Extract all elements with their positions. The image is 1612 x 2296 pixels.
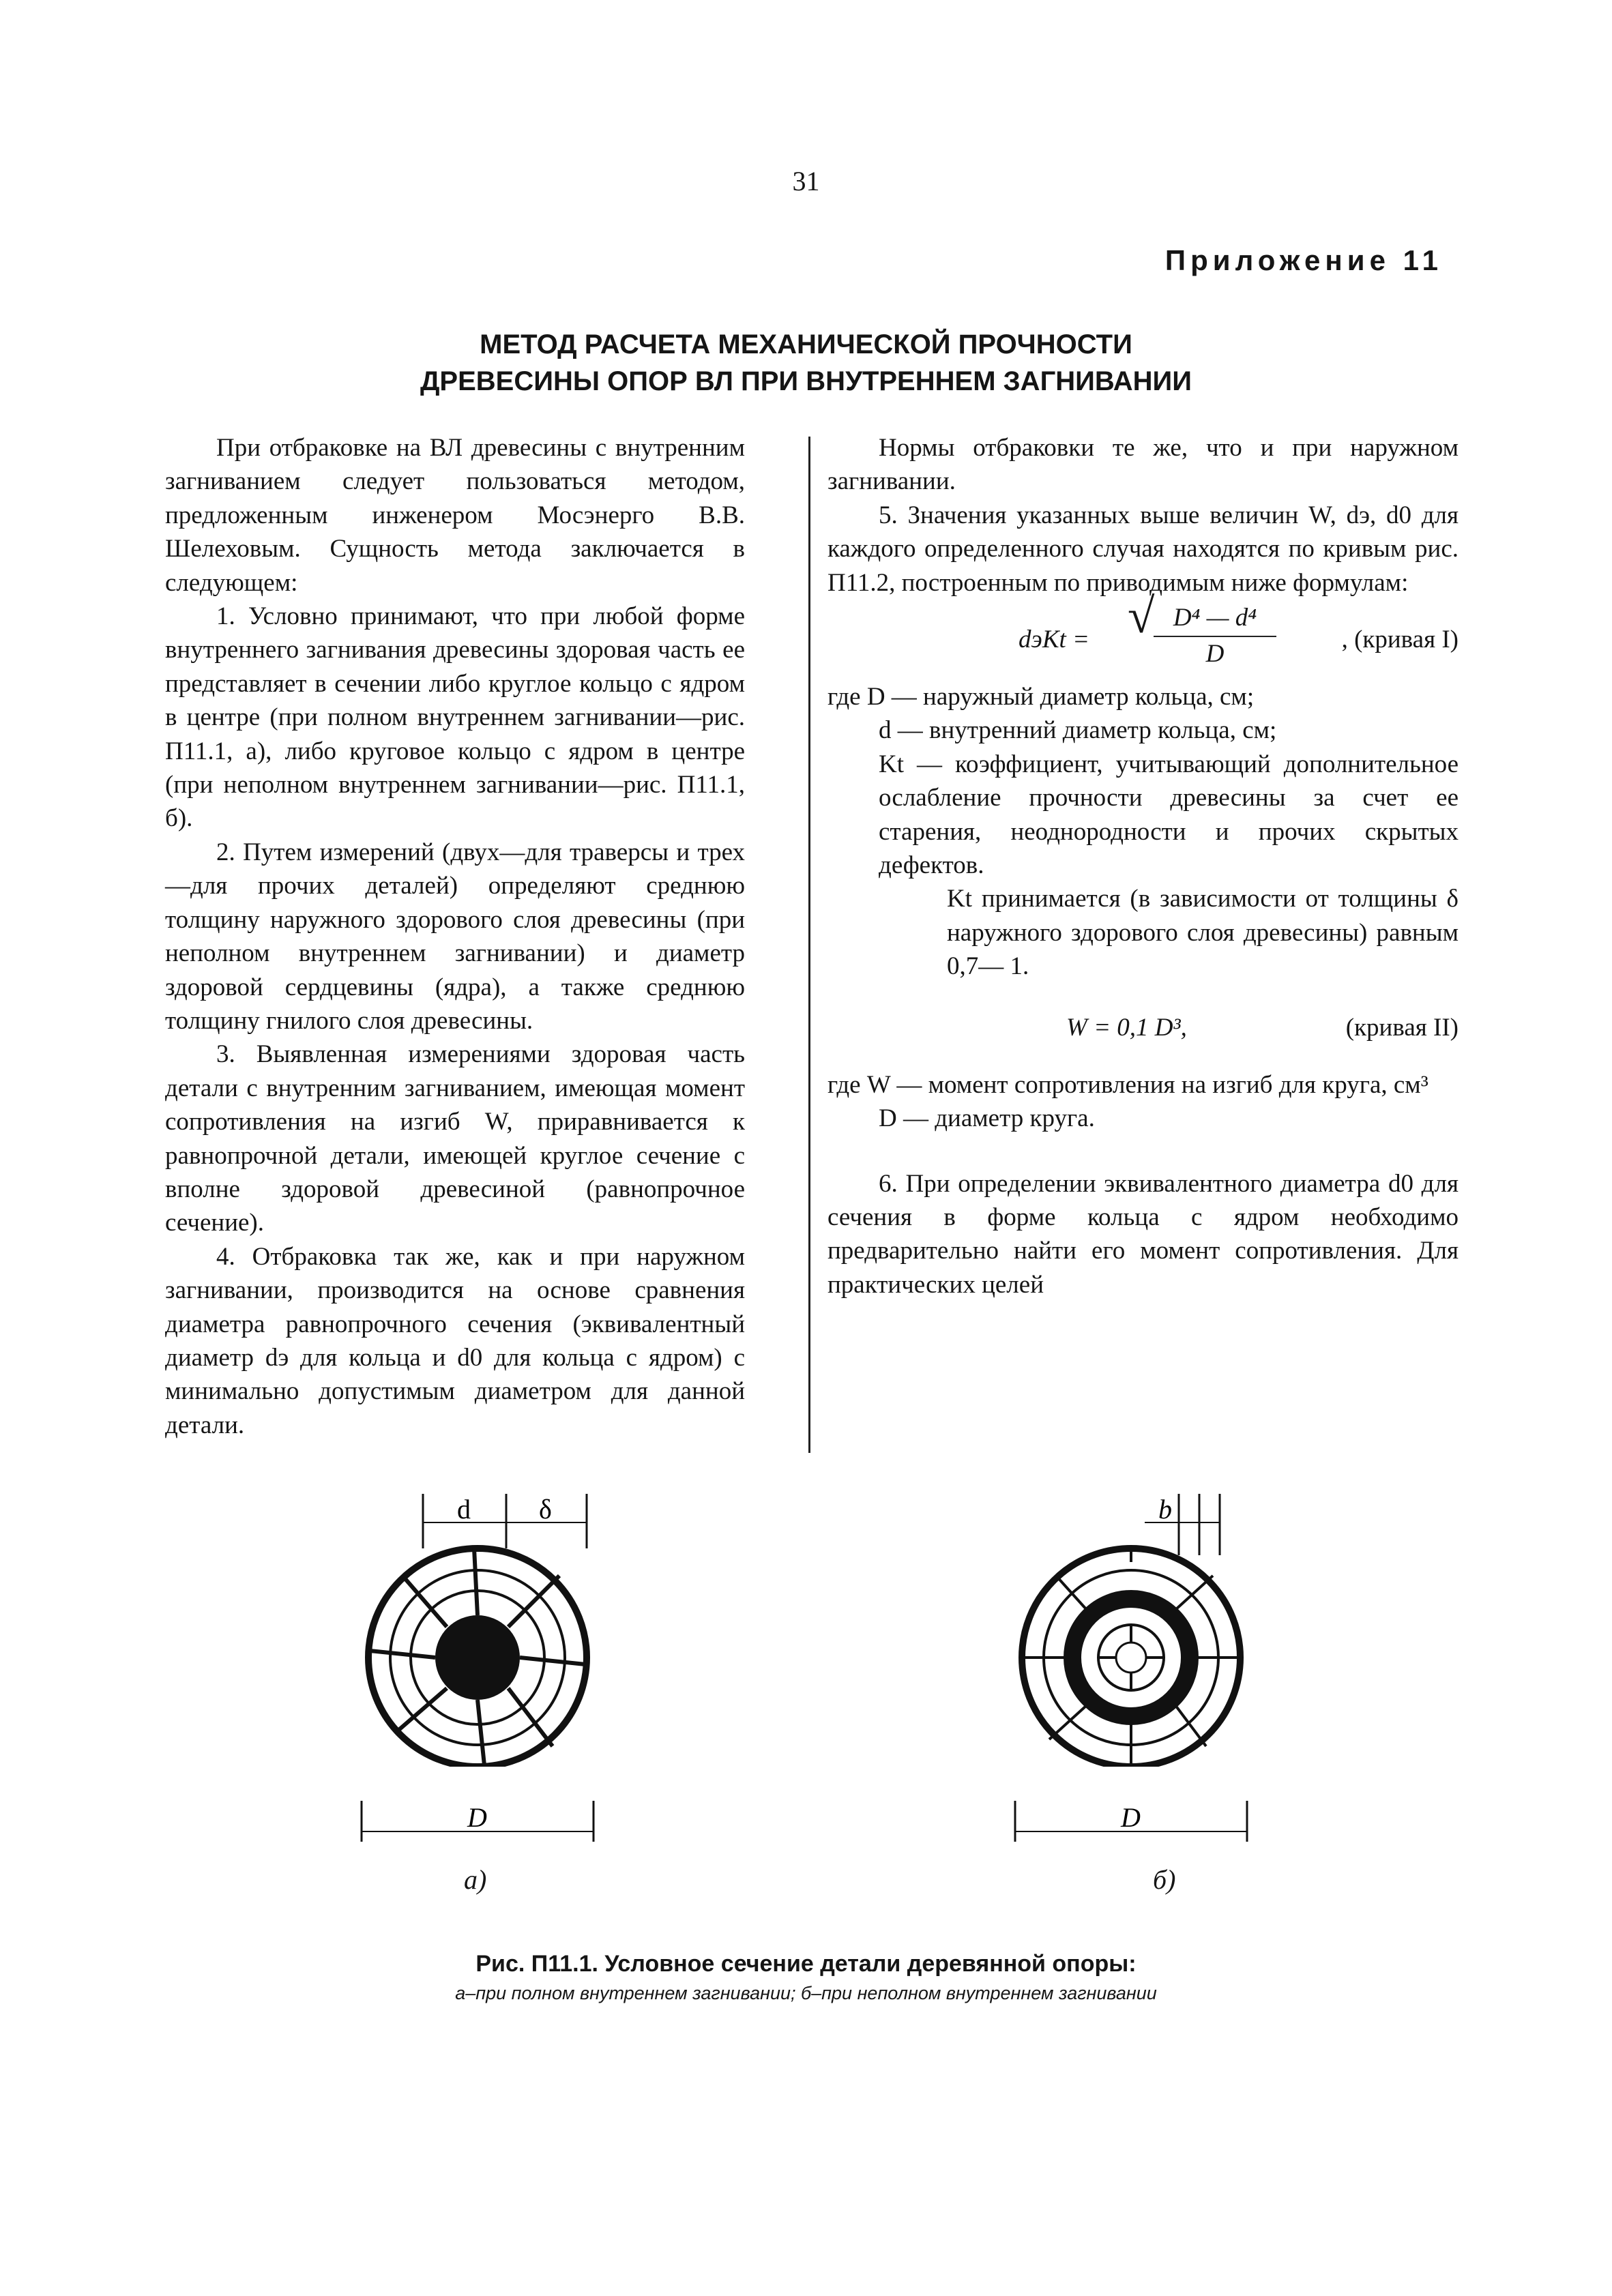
- where-d: d — внутренний диаметр кольца, см;: [879, 716, 1277, 745]
- paragraph-norms: Нормы отбраковки те же, что и при наружном загнивании.: [827, 434, 1459, 496]
- formula-2-lhs: W = 0,1 D³,: [1066, 1013, 1187, 1042]
- paragraph-intro: При отбраковке на ВЛ древесины с внутренним загниванием следует пользоваться методом, предложенным инженером Мосэнерго В.В. Шелеховым. Сущность метода заключается в следующем:: [165, 434, 745, 597]
- paragraph-5: 5. Значения указанных выше величин W, dэ, d0 для каждого определенного случая находятся по кривым рис. П11.2, построенным по приводимым ниже формулам:: [827, 501, 1459, 597]
- left-column: [165, 431, 745, 1442]
- formula-1-fraction: [1154, 601, 1276, 671]
- figure-b-drawing: [1008, 1494, 1254, 1767]
- formula-1-lhs: dэKt =: [1019, 625, 1089, 654]
- label-delta: δ: [539, 1494, 552, 1525]
- paragraph-1: 1. Условно принимают, что при любой форме внутреннего загнивания древесины здоровая часть ее представляет в сечении либо круглое кольцо с ядром в центре (при полном внутреннем загнивании—рис. П11.1, а), либо круговое кольцо с ядром в центре (при неполном внутреннем загнивании—рис. П11.1, б).: [165, 602, 745, 833]
- figure-a-drawing: [355, 1494, 600, 1767]
- caption-sub: а–при полном внутреннем загнивании; б–при неполном внутреннем загнивании: [455, 1983, 1157, 2003]
- radical-sign-icon: √: [1128, 589, 1155, 644]
- subfigure-label-b: б): [1153, 1864, 1176, 1895]
- formula-curve-2: [827, 1011, 1459, 1053]
- paragraph-4: 4. Отбраковка так же, как и при наружном загнивании, производится на основе сравнения диаметра равнопрочного сечения (эквивалентный диаметр dэ для кольца и d0 для кольца с ядром) с минимально допустимым диаметром для данной детали.: [165, 1242, 745, 1439]
- where-W: где W — момент сопротивления на изгиб для круга, см³: [827, 1070, 1428, 1099]
- paragraph-6: 6. При определении эквивалентного диаметра d0 для сечения в форме кольца с ядром необходимо предварительно найти его момент сопротивления. Для практических целей: [827, 1169, 1459, 1299]
- figure-b-dimension-drawing: [1008, 1801, 1254, 1842]
- figure-b-dimension: [1008, 1801, 1254, 1842]
- formula-2-label: (кривая II): [1345, 1013, 1459, 1042]
- right-column: [827, 431, 1459, 1301]
- where-D: где D — наружный диаметр кольца, см;: [827, 683, 1255, 711]
- figure-partial-rot: [1008, 1494, 1254, 1767]
- title-line-2: ДРЕВЕСИНЫ ОПОР ВЛ ПРИ ВНУТРЕННЕМ ЗАГНИВАНИИ: [420, 366, 1192, 396]
- column-divider: [808, 437, 810, 1453]
- appendix-label: Приложение 11: [1164, 244, 1443, 276]
- label-d: d: [457, 1494, 471, 1525]
- formula-1-numerator: D⁴ — d⁴: [1154, 601, 1276, 637]
- page-number: 31: [792, 166, 820, 196]
- formula-1-denominator: D: [1205, 640, 1225, 668]
- title-line-1: МЕТОД РАСЧЕТА МЕХАНИЧЕСКОЙ ПРОЧНОСТИ: [480, 329, 1132, 359]
- formula-curve-1: [827, 589, 1459, 680]
- figure-a-dimension-drawing: [355, 1801, 600, 1842]
- formula-1-label: , (кривая I): [1341, 625, 1459, 654]
- figure-caption: [0, 1951, 1612, 2004]
- figure-a-dimension: [355, 1801, 600, 1842]
- label-b: b: [1158, 1494, 1172, 1525]
- page-title: [0, 326, 1612, 400]
- paragraph-3: 3. Выявленная измерениями здоровая часть детали с внутренним загниванием, имеющая момент сопротивления на изгиб W, приравнивается к равнопрочной детали, имеющей круглое сечение с вполне здоровой древесиной (равнопрочное сечение).: [165, 1040, 745, 1237]
- subfigure-label-a: а): [464, 1864, 487, 1895]
- paragraph-2: 2. Путем измерений (двух—для траверсы и трех—для прочих деталей) определяют среднюю толщину наружного здорового слоя древесины (при неполном внутреннем загнивании) и диаметр здоровой сердцевины (ядра), а также среднюю толщину гнилого слоя древесины.: [165, 838, 745, 1035]
- caption-main: Рис. П11.1. Условное сечение детали деревянной опоры:: [475, 1951, 1137, 1977]
- label-D-b: D: [1121, 1802, 1141, 1833]
- label-D-a: D: [467, 1802, 487, 1833]
- where-K-value: Kt принимается (в зависимости от толщины δ наружного здорового слоя древесины) равным 0,7— 1.: [947, 885, 1459, 981]
- where-K: Kt — коэффициент, учитывающий дополнительное ослабление прочности древесины за счет ее старения, неоднородности и прочих скрытых дефектов.: [879, 750, 1459, 880]
- where-D-circle: D — диаметр круга.: [879, 1104, 1095, 1133]
- figure-full-rot: [355, 1494, 600, 1767]
